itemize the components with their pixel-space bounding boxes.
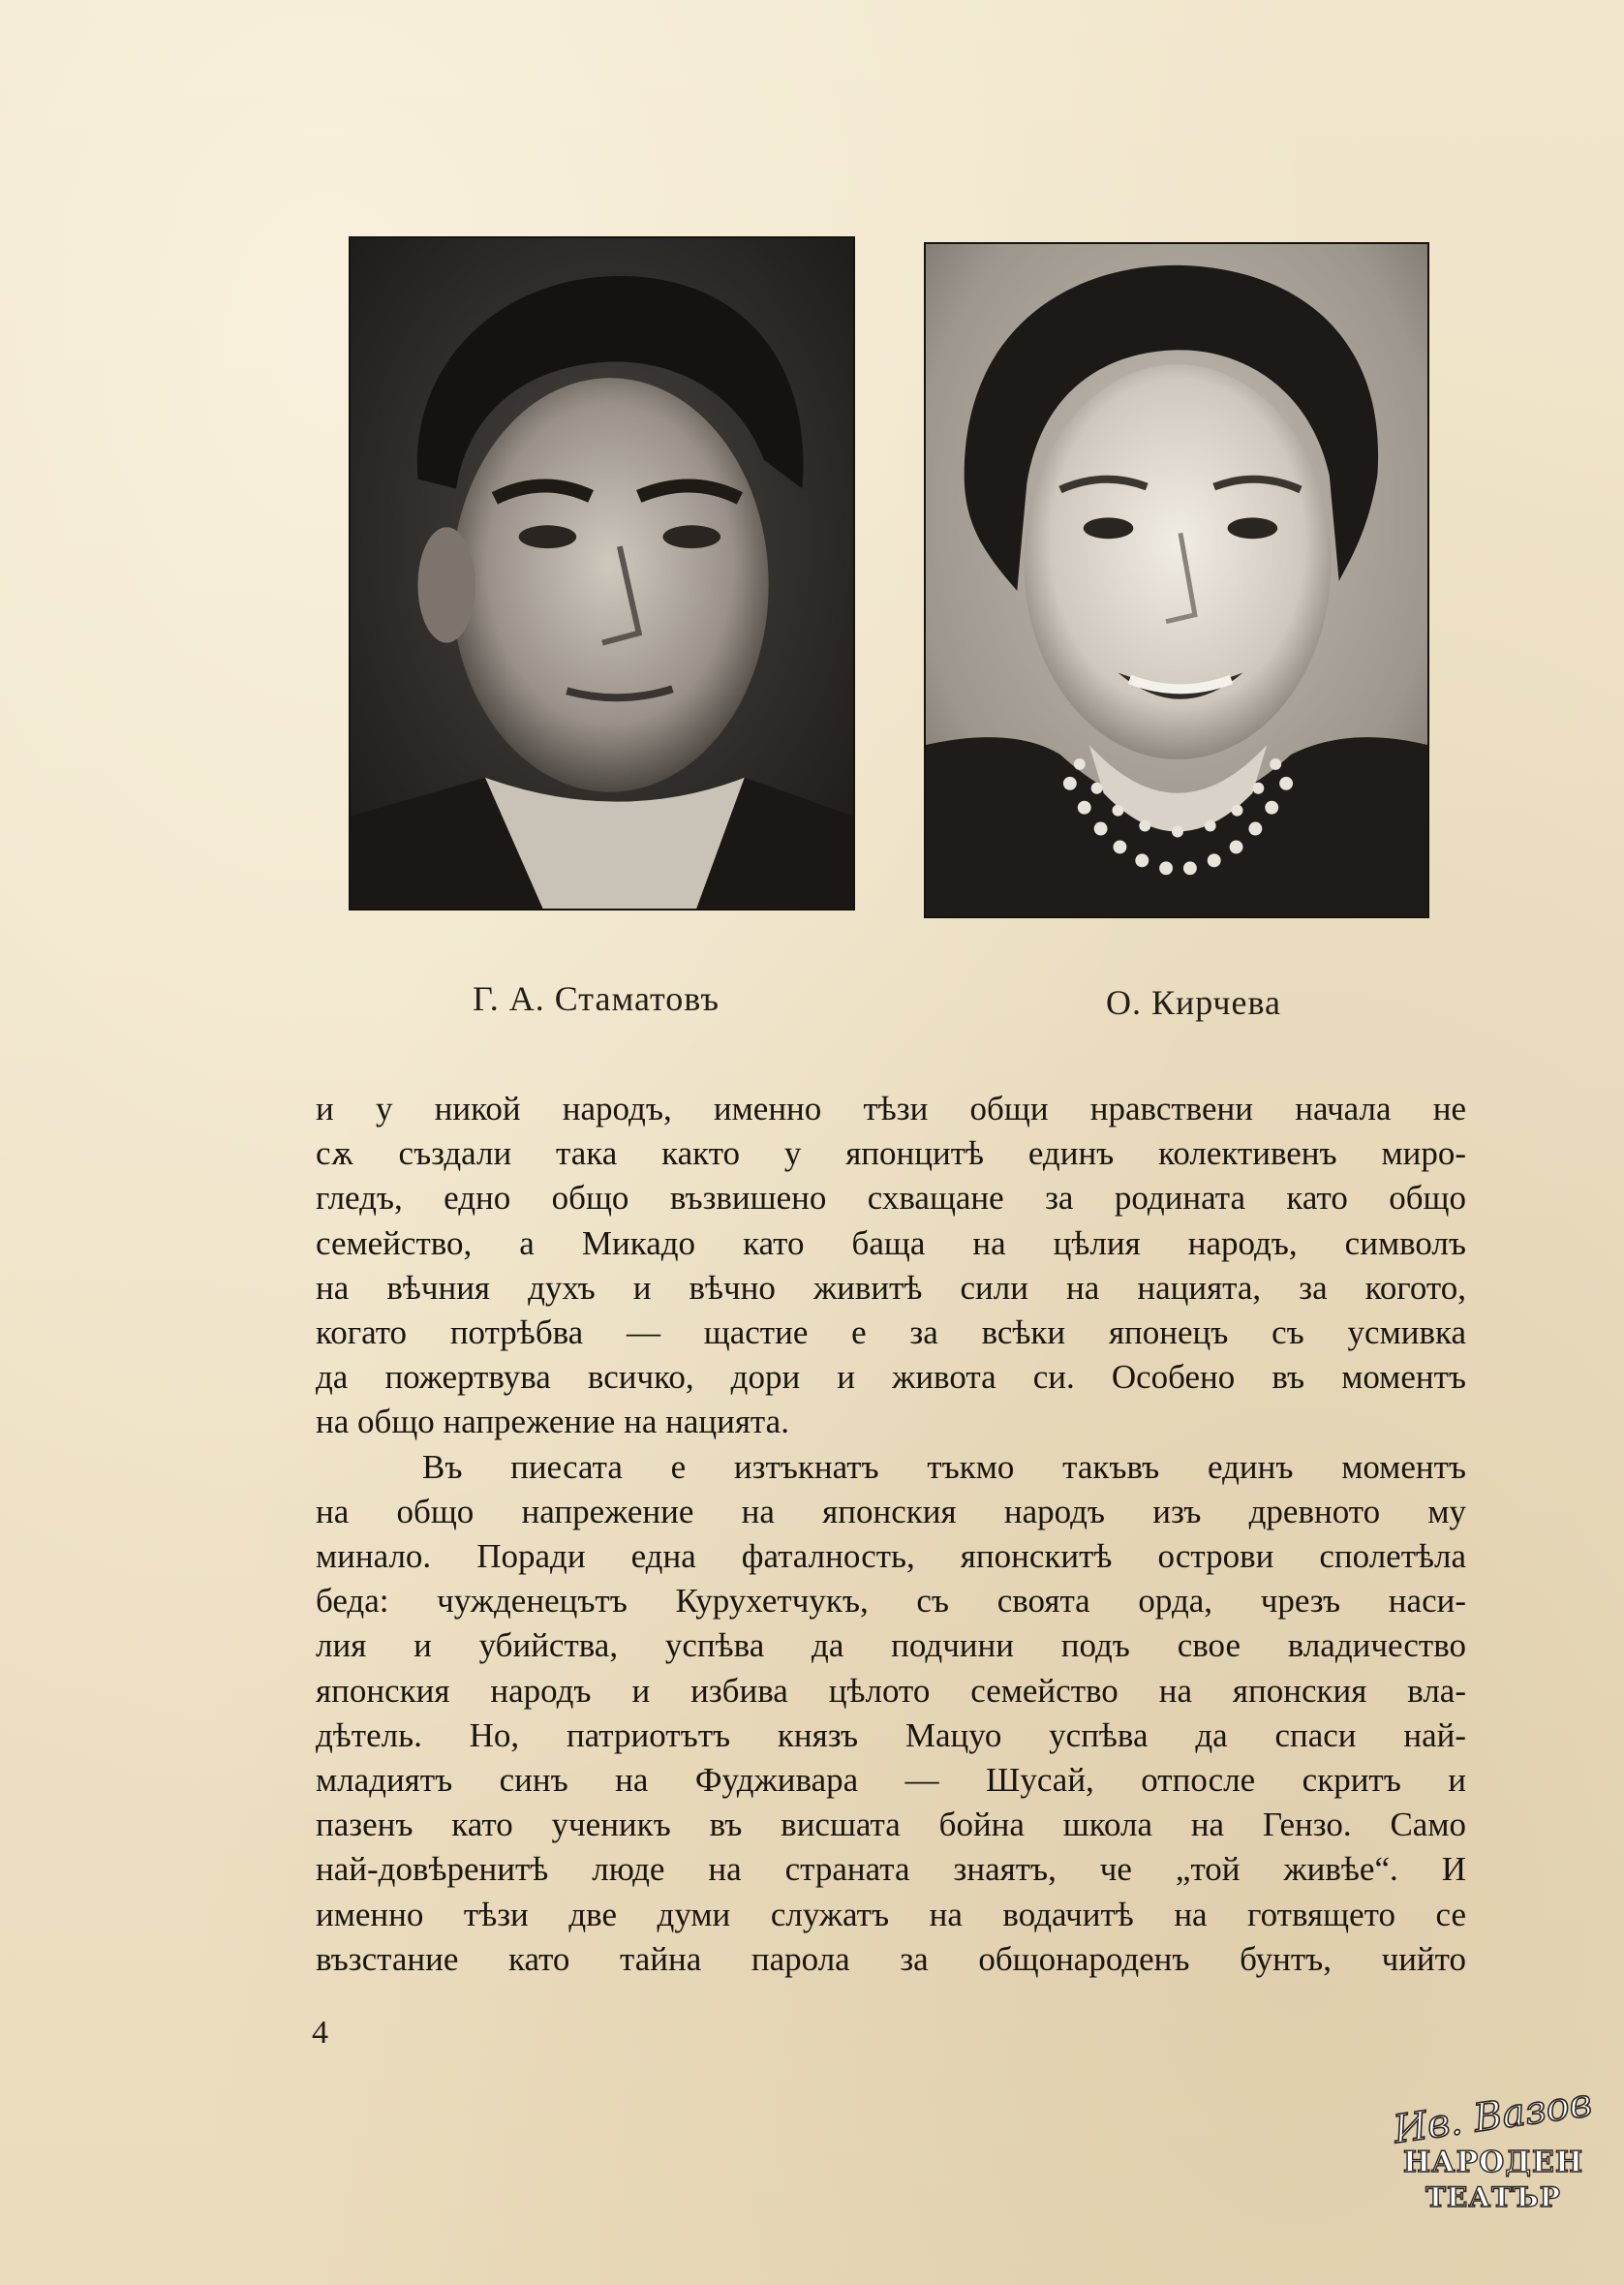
text-line: пазенъ като ученикъ въ висшата бойна школа на Гензо. Само xyxy=(316,1806,1466,1844)
logo-signature: Ив. Вазов xyxy=(1391,2080,1595,2153)
text-line: беда: чужденецътъ Курухетчукъ, съ своята орда, чрезъ наси- xyxy=(316,1582,1466,1621)
text-line: и у никой народъ, именно тѣзи общи нравствени начала не xyxy=(316,1090,1466,1127)
text-line: японския народъ и избива цѣлото семейство на японския вла- xyxy=(316,1671,1466,1710)
logo-image xyxy=(1391,2080,1595,2218)
text-line: семейство, а Микадо като баща на цѣлия народъ, символъ xyxy=(316,1223,1466,1262)
text-line: най-довѣренитѣ люде на страната знаятъ, че „той живѣе“. И xyxy=(316,1850,1466,1889)
text-line: дѣтель. Но, патриотътъ князъ Мацуо успѣва да спаси най- xyxy=(316,1715,1466,1754)
logo-line-1: НАРОДЕН xyxy=(1402,2146,1584,2179)
national-theatre-logo xyxy=(1391,2080,1595,2218)
text-line: младиятъ синъ на Фудживара — Шусай, отпосле скритъ и xyxy=(316,1761,1466,1800)
body-text xyxy=(316,1087,1466,1982)
text-line: сѫ създали така както у японцитѣ единъ колективенъ миро- xyxy=(316,1134,1466,1173)
text-line: да пожертвува всичко, дори и живота си. Особено въ моментъ xyxy=(316,1358,1466,1397)
text-line: минало. Поради една фаталность, японскитѣ острови сполетѣла xyxy=(316,1537,1466,1576)
text-line: на вѣчния духъ и вѣчно живитѣ сили на нацията, за когото, xyxy=(316,1268,1466,1307)
text-line: когато потрѣбва — щастие е за всѣки японецъ съ усмивка xyxy=(316,1313,1466,1352)
logo-line-2: ТЕАТЪР xyxy=(1425,2181,1561,2213)
portrait-photo-kircheva xyxy=(924,242,1429,918)
portrait-image-man xyxy=(351,238,853,909)
text-line: гледъ, едно общо възвишено схващане за родината като общо xyxy=(316,1179,1466,1218)
caption-kircheva: О. Кирчева xyxy=(1106,983,1281,1022)
text-line: възстание като тайна парола за общонароденъ бунтъ, чийто xyxy=(316,1939,1466,1978)
text-line: лия и убийства, успѣва да подчини подъ свое владичество xyxy=(316,1626,1466,1665)
portrait-photo-stamatov xyxy=(349,236,855,911)
caption-stamatov: Г. А. Стаматовъ xyxy=(473,979,720,1018)
text-line: на общо напрежение на японския народъ изъ древното му xyxy=(316,1492,1466,1530)
text-line: именно тѣзи две думи служатъ на водачитѣ на готвящето се xyxy=(316,1895,1466,1933)
portrait-image-woman xyxy=(926,244,1427,916)
text-line: на общо напрежение на нацията. xyxy=(316,1403,789,1441)
text-line: Въ пиесата е изтъкнатъ тъкмо такъвъ единъ моментъ xyxy=(422,1447,1466,1486)
page-number: 4 xyxy=(312,2015,328,2051)
